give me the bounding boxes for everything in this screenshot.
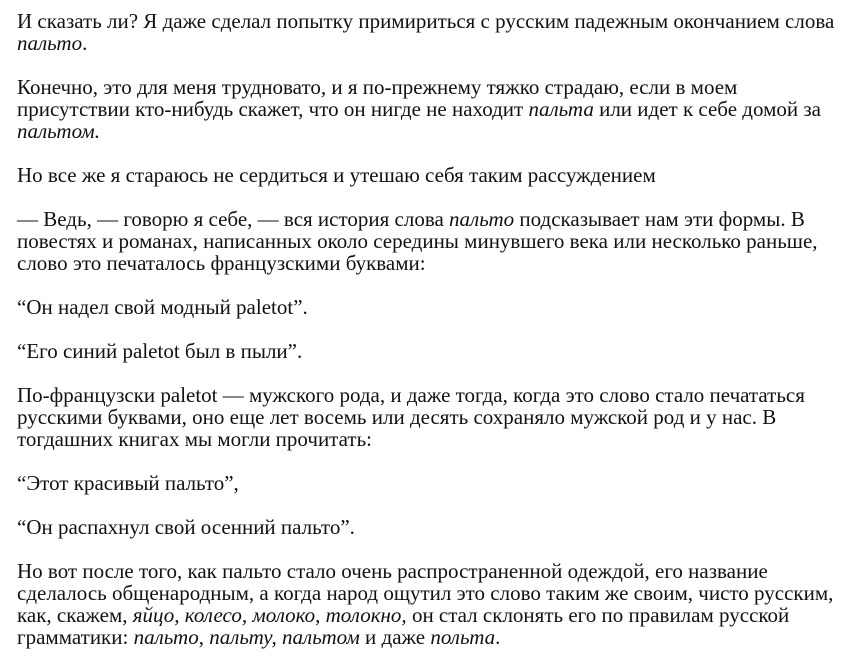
italic-word: польта bbox=[430, 625, 496, 649]
italic-word: пальта bbox=[528, 97, 594, 121]
paragraph bbox=[17, 76, 849, 142]
paragraph bbox=[17, 560, 849, 648]
italic-word: пальтом. bbox=[17, 119, 100, 143]
italic-word: пальто bbox=[133, 625, 199, 649]
quote-line bbox=[17, 340, 849, 362]
quote-line bbox=[17, 296, 849, 318]
paragraph bbox=[17, 384, 849, 450]
text-run: Но вот после того, как пальто стало очень распространенной одеждой, его название сделалось общенародным, а когда народ ощутил это слово таким же своим, чисто русским, как, скажем, bbox=[17, 559, 834, 627]
italic-word: пальто bbox=[17, 31, 83, 55]
text-run: подсказывает нам эти формы. В повестях и романах, написанных около середины минувшего века или несколько раньше, слово это печаталось французскими буквами: bbox=[17, 207, 818, 275]
text-run: “Его синий paletot был в пыли”. bbox=[17, 339, 303, 363]
text-run: . bbox=[495, 625, 501, 649]
text-run: Но все же я стараюсь не сердиться и утешаю себя таким рассуждением bbox=[17, 163, 656, 187]
quote-line bbox=[17, 472, 849, 494]
paragraph bbox=[17, 164, 849, 186]
text-run: “Этот красивый пальто”, bbox=[17, 471, 239, 495]
text-run: По-французски paletot — мужского рода, и даже тогда, когда это слово стало печататься русскими буквами, оно еще лет восемь или десять сохраняло мужской род и у нас. В тогдашних книгах мы могли прочитать: bbox=[17, 383, 805, 451]
text-run: и даже bbox=[359, 625, 431, 649]
text-run: — Ведь, — говорю я себе, — вся история слова bbox=[17, 207, 450, 231]
italic-word: яйцо, колесо, молоко, толокно, bbox=[132, 603, 407, 627]
text-run: . bbox=[82, 31, 88, 55]
paragraph bbox=[17, 208, 849, 274]
text-run: “Он распахнул свой осенний пальто”. bbox=[17, 515, 355, 539]
paragraph bbox=[17, 10, 849, 54]
italic-word: пальту, пальтом bbox=[209, 625, 360, 649]
text-run: он стал склонять его по правилам русской грамматики: bbox=[17, 603, 790, 649]
text-run: или идет к себе домой за bbox=[593, 97, 821, 121]
text-run: “Он надел свой модный paletot”. bbox=[17, 295, 308, 319]
text-run: , bbox=[198, 625, 210, 649]
quote-line bbox=[17, 516, 849, 538]
text-run: Конечно, это для меня трудновато, и я по-прежнему тяжко страдаю, если в моем присутствии кто-нибудь скажет, что он нигде не находит bbox=[17, 75, 738, 121]
italic-word: пальто bbox=[449, 207, 515, 231]
text-run: И сказать ли? Я даже сделал попытку примириться с русским падежным окончанием слова bbox=[17, 9, 835, 33]
